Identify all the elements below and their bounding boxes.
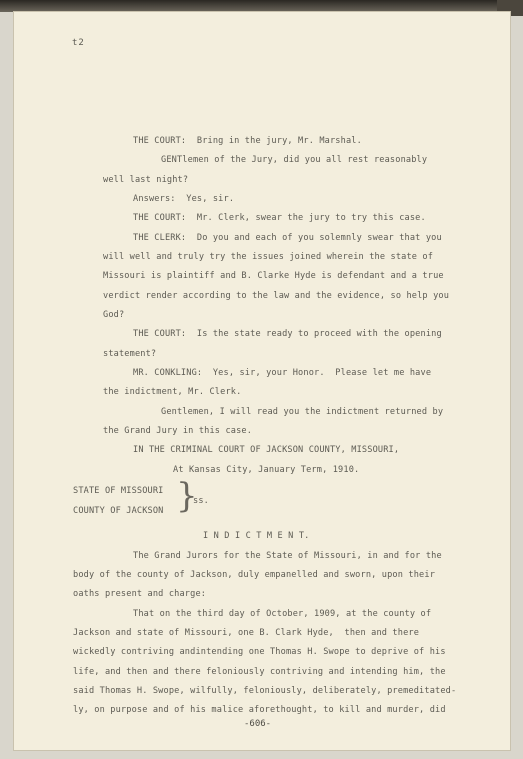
text-line: COUNTY OF JACKSON [73, 506, 164, 516]
text-line: wickedly contriving andintending one Thomas H. Swope to deprive of his [73, 647, 446, 657]
text-line: verdict render according to the law and the evidence, so help you [103, 291, 450, 301]
text-line: Gentlemen, I will read you the indictment returned by [161, 407, 444, 417]
text-line: At Kansas City, January Term, 1910. [173, 465, 360, 475]
text-line: THE COURT: Mr. Clerk, swear the jury to try this case. [133, 213, 426, 223]
text-line: Jackson and state of Missouri, one B. Clark Hyde, then and there [73, 628, 420, 638]
text-line: IN THE CRIMINAL COURT OF JACKSON COUNTY, MISSOURI, [133, 445, 400, 455]
text-line: The Grand Jurors for the State of Missouri, in and for the [133, 551, 442, 561]
text-line: said Thomas H. Swope, wilfully, feloniously, deliberately, premeditated- [73, 686, 457, 696]
text-line: the indictment, Mr. Clerk. [103, 387, 242, 397]
text-line: the Grand Jury in this case. [103, 426, 253, 436]
document-page [14, 12, 510, 750]
text-line: GENTlemen of the Jury, did you all rest reasonably [161, 155, 428, 165]
text-line: statement? [103, 349, 157, 359]
text-line: Answers: Yes, sir. [133, 194, 235, 204]
text-line: Missouri is plaintiff and B. Clarke Hyde is defendant and a true [103, 271, 444, 281]
text-line: well last night? [103, 175, 189, 185]
text-line: will well and truly try the issues joined wherein the state of [103, 252, 434, 262]
text-line: THE COURT: Is the state ready to proceed with the opening [133, 329, 442, 339]
text-line: oaths present and charge: [73, 589, 207, 599]
text-line: THE CLERK: Do you and each of you solemnly swear that you [133, 233, 442, 243]
text-line: God? [103, 310, 125, 320]
text-line: ly, on purpose and of his malice aforethought, to kill and murder, did [73, 705, 446, 715]
text-line: ss. [193, 496, 209, 506]
scanner-edge [0, 0, 523, 12]
text-line: I N D I C T M E N T. [203, 531, 310, 541]
brace-glyph: } [176, 476, 198, 516]
text-line: MR. CONKLING: Yes, sir, your Honor. Please let me have [133, 368, 432, 378]
corner-number: t2 [72, 38, 85, 48]
text-line: life, and then and there feloniously contriving and intending him, the [73, 667, 446, 677]
page-number: -606- [244, 719, 272, 729]
text-line: THE COURT: Bring in the jury, Mr. Marshal. [133, 136, 362, 146]
text-line: STATE OF MISSOURI [73, 486, 164, 496]
text-line: body of the county of Jackson, duly empanelled and sworn, upon their [73, 570, 436, 580]
text-line: That on the third day of October, 1909, at the county of [133, 609, 432, 619]
